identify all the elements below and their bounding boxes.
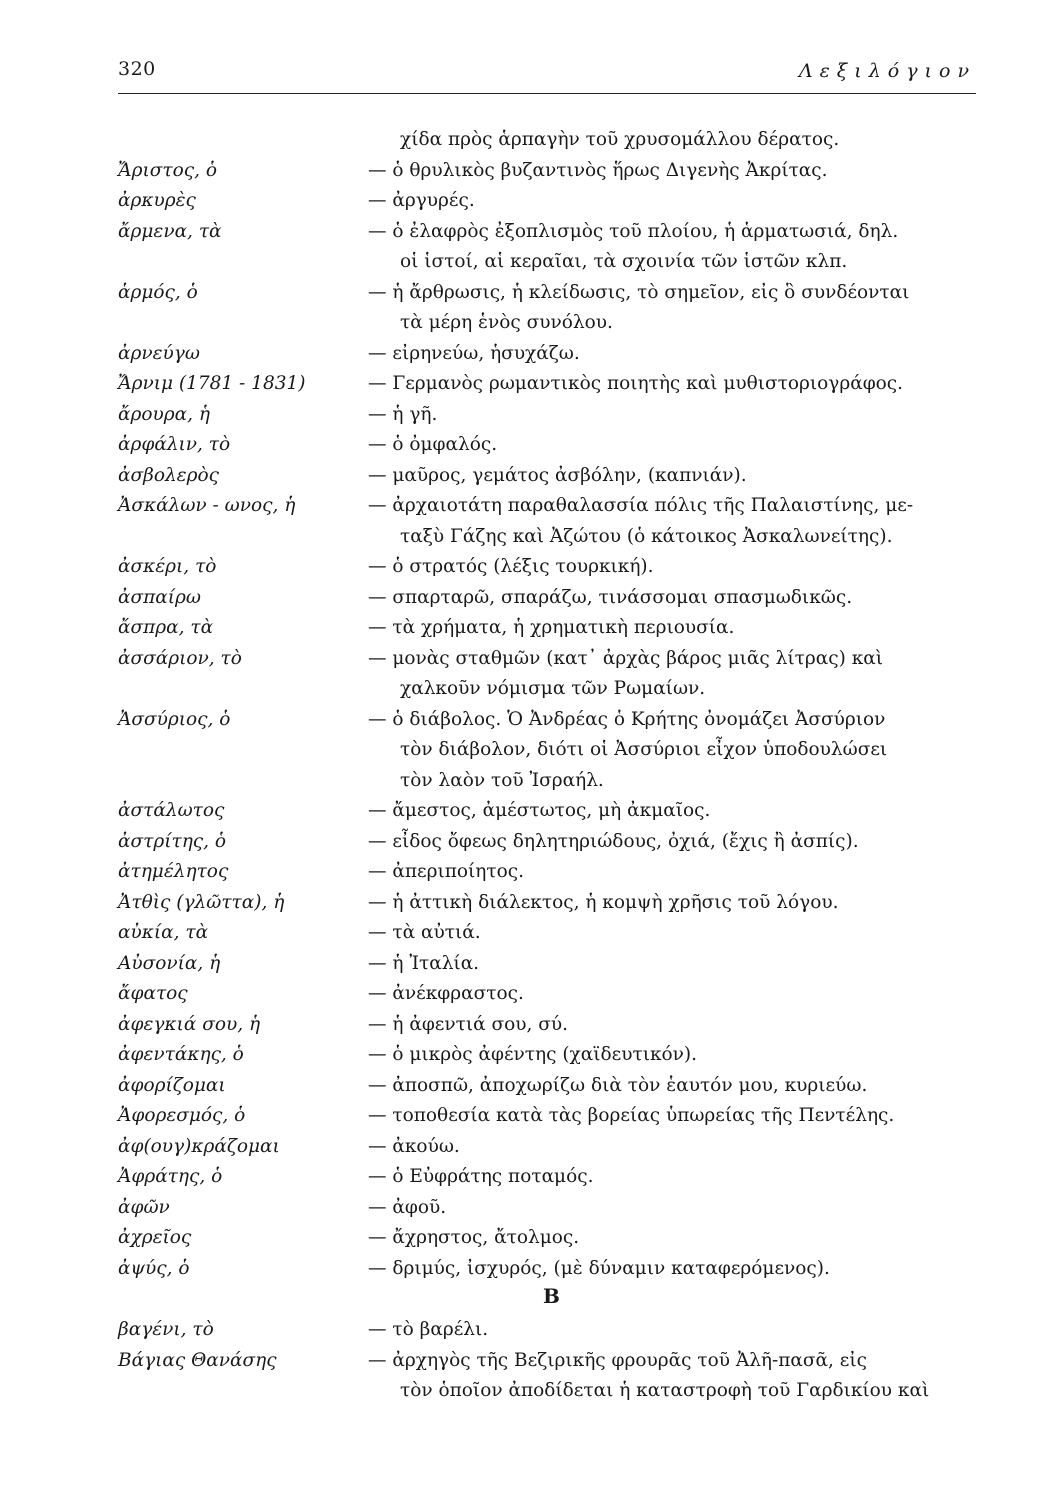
entry-lemma: ἀχρεῖος xyxy=(118,1227,192,1248)
entry-lemma: Ἄριστος, ὁ xyxy=(118,159,217,181)
definition-line: χίδα πρὸς ἁρπαγὴν τοῦ χρυσομάλλου δέρατος. xyxy=(400,129,840,150)
definition-line: — ἀρχηγὸς τῆς Βεζιρικῆς φρουρᾶς τοῦ Ἀλῆ-πασᾶ, εἰς xyxy=(368,1349,867,1371)
definition-line: — ἡ ἀφεντιά σου, σύ. xyxy=(368,1013,569,1035)
entry-lemma: βαγένι, τὸ xyxy=(118,1319,214,1340)
entry-definition xyxy=(368,644,968,705)
entry-lemma: ἀρφάλιν, τὸ xyxy=(118,434,231,455)
definition-line: — μαῦρος, γεμάτος ἀσβόλην, (καπνιάν). xyxy=(368,464,747,486)
glossary-entry xyxy=(118,156,988,187)
entry-definition xyxy=(368,1162,968,1193)
definition-line: — τὸ βαρέλι. xyxy=(368,1319,489,1340)
glossary-entry xyxy=(118,857,988,888)
glossary-entry xyxy=(118,827,988,858)
glossary-entry xyxy=(118,491,988,552)
running-title: Λεξιλόγιον xyxy=(798,60,976,82)
glossary-entry xyxy=(118,1010,988,1041)
definition-line: — ὁ ἐλαφρὸς ἐξοπλισμὸς τοῦ πλοίου, ἡ ἁρματωσιά, δηλ. xyxy=(368,220,899,242)
entry-lemma: ἄφατος xyxy=(118,983,188,1004)
entry-definition xyxy=(368,796,968,827)
entry-lemma: ἄρουρα, ἡ xyxy=(118,403,210,425)
entry-definition xyxy=(368,1254,968,1285)
definition-line: — ἄμεστος, ἀμέστωτος, μὴ ἀκμαῖος. xyxy=(368,800,711,821)
definition-line: — Γερμανὸς ρωμαντικὸς ποιητὴς καὶ μυθιστοριογράφος. xyxy=(368,373,904,394)
glossary-entry xyxy=(118,1040,988,1071)
section-letter: Β xyxy=(543,1284,560,1308)
entry-lemma: ἀσπαίρω xyxy=(118,586,201,608)
entry-definition xyxy=(368,552,968,583)
glossary-entry xyxy=(118,918,988,949)
entry-definition xyxy=(368,705,968,797)
definition-line: τὸν διάβολον, διότι οἱ Ἀσσύριοι εἶχον ὑποδουλώσει xyxy=(400,739,888,760)
definition-line: οἱ ἱστοί, αἱ κεραῖαι, τὰ σχοινία τῶν ἱστῶν κλπ. xyxy=(400,251,848,272)
entry-definition xyxy=(368,461,968,492)
entry-lemma: ἀφορίζομαι xyxy=(118,1074,226,1096)
definition-line: — εἶδος ὄφεως δηλητηριώδους, ὀχιά, (ἔχις ἢ ἀσπίς). xyxy=(368,830,859,852)
definition-line: τὸν λαὸν τοῦ Ἰσραήλ. xyxy=(400,769,604,791)
entry-definition xyxy=(368,1223,968,1254)
definition-line: — τὰ αὐτιά. xyxy=(368,922,481,943)
entry-lemma: ἀρνεύγω xyxy=(118,342,200,364)
entry-lemma: ἄσπρα, τὰ xyxy=(118,617,214,638)
entry-definition xyxy=(368,979,968,1010)
glossary-entry xyxy=(118,430,988,461)
definition-line: — ὁ μικρὸς ἀφέντης (χαϊδευτικόν). xyxy=(368,1044,698,1065)
glossary-entry xyxy=(118,705,988,797)
definition-line: — ἄχρηστος, ἄτολμος. xyxy=(368,1227,580,1248)
entry-lemma: ἀσσάριον, τὸ xyxy=(118,647,242,669)
entry-lemma: ἀφεντάκης, ὁ xyxy=(118,1044,244,1065)
entry-lemma: ἀσβολερὸς xyxy=(118,464,219,486)
definition-line: — ἡ ἄρθρωσις, ἡ κλείδωσις, τὸ σημεῖον, εἰς ὃ συνδέονται xyxy=(368,281,910,303)
glossary-entries xyxy=(118,125,988,1284)
definition-line: — μονὰς σταθμῶν (κατ᾿ ἀρχὰς βάρος μιᾶς λίτρας) καὶ xyxy=(368,647,884,669)
glossary-entries-b xyxy=(118,1315,988,1407)
definition-line: — ἡ ἀττικὴ διάλεκτος, ἡ κομψὴ χρῆσις τοῦ λόγου. xyxy=(368,891,839,913)
entry-lemma: ἀφ(ουγ)κράζομαι xyxy=(118,1135,280,1157)
glossary-entry xyxy=(118,278,988,339)
definition-line: — τοποθεσία κατὰ τὰς βορείας ὑπωρείας τῆς Πεντέλης. xyxy=(368,1105,895,1126)
glossary-entry xyxy=(118,1193,988,1224)
page-header xyxy=(118,58,976,88)
glossary-entry xyxy=(118,1101,988,1132)
glossary-entry xyxy=(118,888,988,919)
definition-line: — ἀφοῦ. xyxy=(368,1196,447,1218)
entry-definition xyxy=(368,400,968,431)
glossary-entry xyxy=(118,217,988,278)
definition-line: — τὰ χρήματα, ἡ χρηματικὴ περιουσία. xyxy=(368,617,735,638)
entry-lemma: ἀτημέλητος xyxy=(118,861,229,882)
glossary-entry xyxy=(118,369,988,400)
definition-line: — ἡ Ἰταλία. xyxy=(368,952,480,974)
definition-line: ταξὺ Γάζης καὶ Ἀζώτου (ὁ κάτοικος Ἀσκαλωνείτης). xyxy=(400,525,893,547)
glossary-entry xyxy=(118,949,988,980)
glossary-entry xyxy=(118,186,988,217)
glossary-entry xyxy=(118,1071,988,1102)
entry-lemma: Βάγιας Θανάσης xyxy=(118,1349,277,1371)
entry-definition xyxy=(368,583,968,614)
entry-definition xyxy=(368,156,968,187)
definition-line: — ἀρχαιοτάτη παραθαλασσία πόλις τῆς Παλαιστίνης, με- xyxy=(368,495,914,516)
entry-definition xyxy=(368,949,968,980)
entry-definition xyxy=(368,1101,968,1132)
header-rule xyxy=(118,93,976,94)
entry-definition xyxy=(368,186,968,217)
definition-line: — ὁ ὀμφαλός. xyxy=(368,434,498,455)
continuation-line xyxy=(118,125,988,156)
definition-line: — ἀποσπῶ, ἀποχωρίζω διὰ τὸν ἑαυτόν μου, κυριεύω. xyxy=(368,1074,868,1096)
definition-line: — ὁ διάβολος. Ὁ Ἀνδρέας ὁ Κρήτης ὀνομάζει Ἀσσύριον xyxy=(368,708,886,730)
glossary-entry xyxy=(118,552,988,583)
definition-line: — ὁ θρυλικὸς βυζαντινὸς ἥρως Διγενὴς Ἀκρίτας. xyxy=(368,159,828,181)
entry-lemma: ἄρμενα, τὰ xyxy=(118,220,222,242)
definition-line: — ἀκούω. xyxy=(368,1135,460,1157)
entry-definition xyxy=(368,1193,968,1224)
glossary-entry xyxy=(118,644,988,705)
definition-line: — ὁ στρατός (λέξις τουρκική). xyxy=(368,556,654,577)
entry-lemma: ἀφῶν xyxy=(118,1196,170,1218)
glossary-entry xyxy=(118,979,988,1010)
glossary-entry xyxy=(118,613,988,644)
definition-line: — σπαρταρῶ, σπαράζω, τινάσσομαι σπασμωδικῶς. xyxy=(368,586,853,608)
entry-definition xyxy=(368,918,968,949)
entry-definition xyxy=(368,1071,968,1102)
entry-definition xyxy=(368,491,968,552)
definition-line: χαλκοῦν νόμισμα τῶν Ρωμαίων. xyxy=(400,678,706,699)
definition-line: — ἀπεριποίητος. xyxy=(368,861,524,882)
entry-lemma: ἀστάλωτος xyxy=(118,800,225,821)
entry-lemma: ἀφεγκιά σου, ἡ xyxy=(118,1013,261,1035)
glossary-entry xyxy=(118,1132,988,1163)
definition-line: — εἰρηνεύω, ἡσυχάζω. xyxy=(368,342,580,364)
entry-definition xyxy=(368,613,968,644)
entry-definition xyxy=(368,888,968,919)
entry-definition xyxy=(368,1315,968,1346)
entry-definition xyxy=(368,1346,968,1407)
entry-lemma: ἀψύς, ὁ xyxy=(118,1257,190,1279)
entry-lemma xyxy=(118,125,368,156)
entry-definition xyxy=(368,217,968,278)
entry-definition xyxy=(368,1132,968,1163)
entry-definition xyxy=(368,369,968,400)
definition-line: — ὁ Εὐφράτης ποταμός. xyxy=(368,1166,594,1187)
entry-lemma: Ἀτθὶς (γλῶττα), ἡ xyxy=(118,891,285,913)
entry-definition xyxy=(368,430,968,461)
definition-line: — ἡ γῆ. xyxy=(368,403,438,425)
glossary-entry xyxy=(118,1223,988,1254)
glossary-entry xyxy=(118,461,988,492)
glossary-entry xyxy=(118,796,988,827)
definition-line: — ἀνέκφραστος. xyxy=(368,983,524,1004)
entry-lemma: Ἀσσύριος, ὁ xyxy=(118,708,231,730)
entry-lemma: Αὐσονία, ἡ xyxy=(118,952,221,974)
entry-lemma: Ἄρνιμ (1781 - 1831) xyxy=(118,373,306,394)
entry-definition xyxy=(368,1040,968,1071)
entry-definition xyxy=(368,339,968,370)
entry-lemma: Ἀφράτης, ὁ xyxy=(118,1166,223,1187)
glossary-entry xyxy=(118,1346,988,1407)
entry-lemma: Ἀσκάλων - ωνος, ἡ xyxy=(118,495,296,516)
entry-lemma: ἀστρίτης, ὁ xyxy=(118,830,227,852)
entry-lemma: αὐκία, τὰ xyxy=(118,922,209,943)
definition-line: — ἀργυρές. xyxy=(368,190,475,211)
glossary-entry xyxy=(118,339,988,370)
entry-definition xyxy=(368,125,968,156)
glossary-entry xyxy=(118,1315,988,1346)
page-number: 320 xyxy=(118,58,156,80)
entry-lemma: Ἀφορεσμός, ὁ xyxy=(118,1105,246,1126)
entry-definition xyxy=(368,827,968,858)
glossary-entry xyxy=(118,583,988,614)
glossary-entry xyxy=(118,1254,988,1285)
glossary-entry xyxy=(118,1162,988,1193)
entry-definition xyxy=(368,1010,968,1041)
entry-lemma: ἁρμός, ὁ xyxy=(118,281,198,303)
definition-line: τὰ μέρη ἑνὸς συνόλου. xyxy=(400,312,613,333)
entry-lemma: ἀσκέρι, τὸ xyxy=(118,556,217,577)
entry-definition xyxy=(368,857,968,888)
entry-lemma: ἀρκυρὲς xyxy=(118,190,196,211)
glossary-entry xyxy=(118,400,988,431)
definition-line: τὸν ὁποῖον ἀποδίδεται ἡ καταστροφὴ τοῦ Γαρδικίου καὶ xyxy=(400,1380,930,1401)
entry-definition xyxy=(368,278,968,339)
definition-line: — δριμύς, ἰσχυρός, (μὲ δύναμιν καταφερόμενος). xyxy=(368,1257,830,1279)
